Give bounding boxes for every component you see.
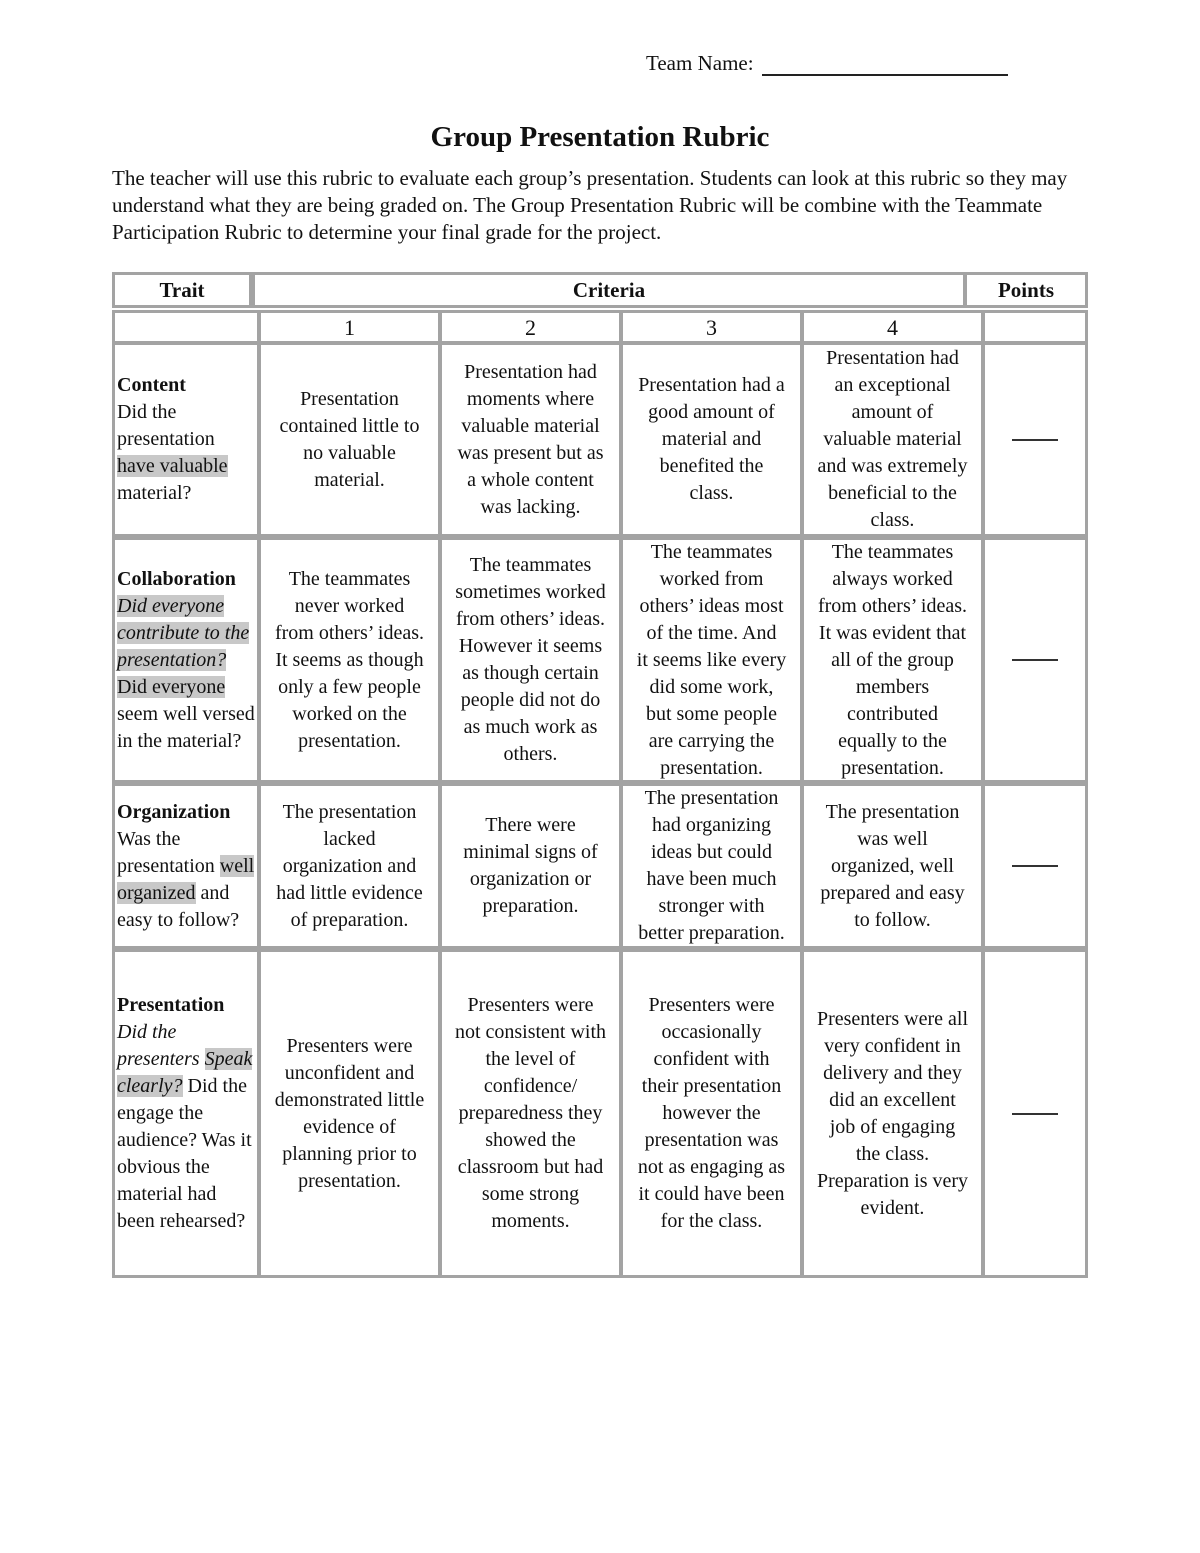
criteria-collaboration-2: The teammates sometimes worked from others’ ideas. However it seems as though certain people did not do as much work as others. [439, 537, 622, 783]
trait-presentation-highlight: Speak clearly? [117, 1048, 253, 1097]
criteria-presentation-1: Presenters were unconfident and demonstrated little evidence of planning prior to presentation. [258, 949, 441, 1278]
points-presentation[interactable] [982, 949, 1088, 1278]
criteria-presentation-3: Presenters were occasionally confident with their presentation however the presentation was not as engaging as it could have been for the class. [620, 949, 803, 1278]
trait-organization-question: Was the presentation [117, 827, 215, 877]
points-organization-blank[interactable] [1012, 865, 1058, 867]
trait-organization-question-end: and easy to follow? [117, 881, 240, 931]
points-content[interactable] [982, 342, 1088, 537]
criteria-content-2: Presentation had moments where valuable material was present but as a whole content was lacking. [439, 342, 622, 537]
level-4: 4 [801, 310, 984, 344]
trait-collaboration [112, 537, 260, 783]
points-collaboration[interactable] [982, 537, 1088, 783]
trait-collaboration-title: Collaboration [117, 567, 236, 590]
trait-presentation-title: Presentation [117, 994, 225, 1016]
criteria-presentation-4: Presenters were all very confident in delivery and they did an excellent job of engaging the class. Preparation is very evident. [801, 949, 984, 1278]
level-2: 2 [439, 310, 622, 344]
trait-collaboration-highlight: Did everyone [117, 675, 226, 698]
trait-content-title: Content [117, 374, 186, 396]
trait-presentation-question-end: Did the engage the audience? Was it obvious the material had been rehearsed? [117, 1075, 252, 1232]
trait-content-question: Did the presentation [117, 401, 215, 450]
team-name-blank[interactable] [762, 50, 1008, 76]
points-collaboration-blank[interactable] [1012, 659, 1058, 661]
trait-collaboration-question-end: seem well versed in the material? [117, 702, 255, 752]
level-1: 1 [258, 310, 441, 344]
trait-content-question-end: material? [117, 482, 192, 504]
header-trait: Trait [112, 272, 252, 308]
criteria-organization-3: The presentation had organizing ideas but could have been much stronger with better preparation. [620, 783, 803, 949]
criteria-content-1: Presentation contained little to no valuable material. [258, 342, 441, 537]
criteria-collaboration-4: The teammates always worked from others’ ideas. It was evident that all of the group members contributed equally to the presentation. [801, 537, 984, 783]
trait-presentation-question: Did the presenters [117, 1021, 200, 1070]
criteria-organization-4: The presentation was well organized, well prepared and easy to follow. [801, 783, 984, 949]
points-presentation-blank[interactable] [1012, 1113, 1058, 1115]
page-title: Group Presentation Rubric [430, 121, 770, 153]
header-criteria: Criteria [252, 272, 966, 308]
team-name-field[interactable] [646, 50, 1008, 76]
points-organization[interactable] [982, 783, 1088, 949]
trait-content [112, 342, 260, 537]
team-name-label: Team Name: [646, 51, 754, 75]
points-content-blank[interactable] [1012, 439, 1058, 441]
trait-collaboration-question: Did everyone contribute to the presentation? [117, 594, 250, 671]
criteria-organization-2: There were minimal signs of organization or preparation. [439, 783, 622, 949]
criteria-collaboration-3: The teammates worked from others’ ideas most of the time. And it seems like every did some work, but some people are carrying the presentation. [620, 537, 803, 783]
trait-organization-highlight: well organized [117, 854, 255, 904]
level-points-blank [982, 310, 1088, 344]
trait-organization [112, 783, 260, 949]
level-blank [112, 310, 260, 344]
criteria-content-3: Presentation had a good amount of material and benefited the class. [620, 342, 803, 537]
criteria-organization-1: The presentation lacked organization and had little evidence of preparation. [258, 783, 441, 949]
trait-organization-title: Organization [117, 800, 231, 823]
criteria-content-4: Presentation had an exceptional amount of valuable material and was extremely beneficial to the class. [801, 342, 984, 537]
header-points: Points [964, 272, 1088, 308]
trait-presentation [112, 949, 260, 1278]
criteria-presentation-2: Presenters were not consistent with the level of confidence/ preparedness they showed the classroom but had some strong moments. [439, 949, 622, 1278]
intro-paragraph: The teacher will use this rubric to evaluate each group’s presentation. Students can look at this rubric so they may understand what they are being graded on. The Group Presentation Rubric will be combine with the Teammate Participation Rubric to determine your final grade for the project. [112, 166, 1068, 244]
level-3: 3 [620, 310, 803, 344]
criteria-collaboration-1: The teammates never worked from others’ ideas. It seems as though only a few people worked on the presentation. [258, 537, 441, 783]
trait-content-highlight: have valuable [117, 455, 228, 477]
